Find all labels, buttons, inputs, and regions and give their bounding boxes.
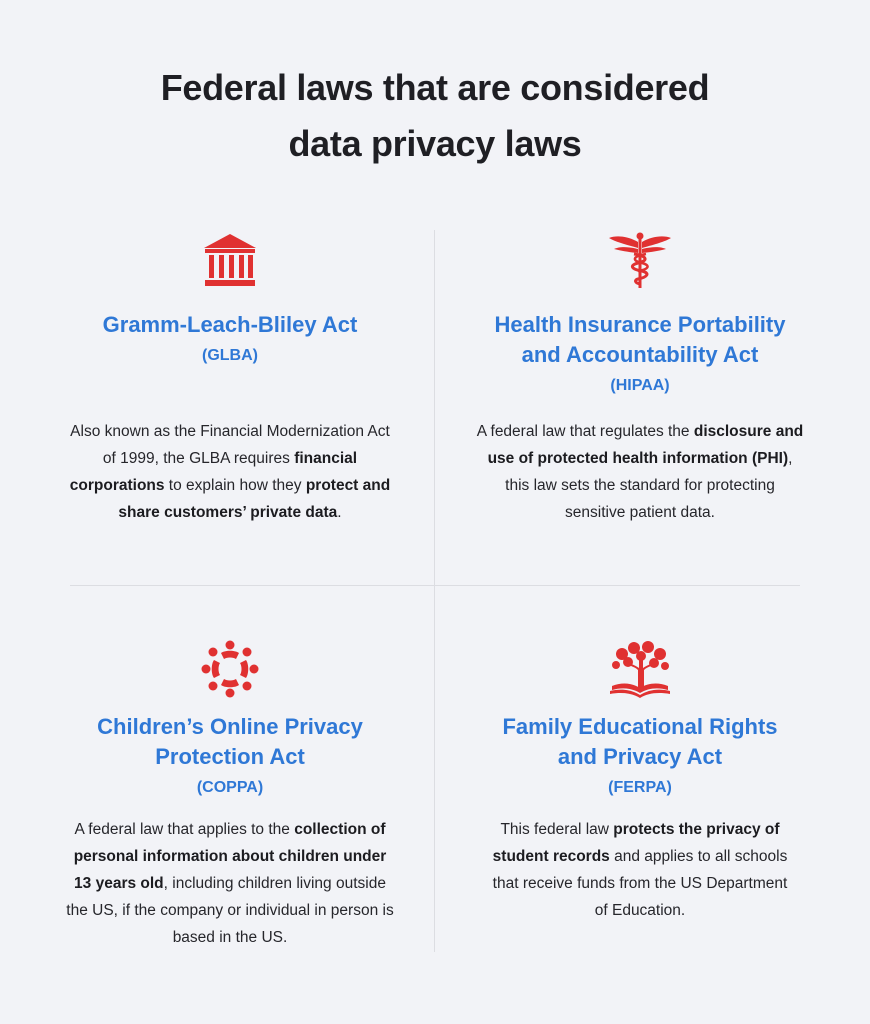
law-name-line-2: and Privacy Act: [557, 744, 723, 769]
law-name: [470, 310, 810, 370]
desc-text: .: [337, 504, 342, 521]
law-abbreviation: (COPPA): [196, 779, 264, 796]
law-name-line-1: Children’s Online Privacy: [97, 714, 363, 739]
law-card-hipaa: [470, 232, 810, 526]
law-description: [470, 816, 810, 924]
law-description: [470, 418, 810, 526]
law-name-line-1: Family Educational Rights: [502, 714, 778, 739]
vertical-divider: [434, 230, 435, 952]
desc-text: A federal law that applies to the: [74, 821, 295, 838]
children-circle-icon: [201, 640, 259, 698]
law-name-line-1: Health Insurance Portability: [494, 312, 786, 337]
law-description: [60, 816, 400, 951]
tree-book-icon: [608, 640, 672, 698]
desc-bold-text: disclosure and use of protected health information (PHI): [487, 423, 804, 467]
law-abbreviation: (FERPA): [608, 779, 672, 796]
desc-text: A federal law that regulates the: [476, 423, 694, 440]
horizontal-divider: [70, 585, 800, 586]
law-card-glba: [60, 232, 400, 526]
law-name: [60, 310, 400, 340]
desc-text: to explain how they: [164, 477, 306, 494]
law-name-line-1: Gramm-Leach-Bliley Act: [102, 312, 358, 337]
page-title-line-1: Federal laws that are considered: [160, 67, 710, 108]
law-name-line-2: Protection Act: [155, 744, 305, 769]
law-card-ferpa: [470, 640, 810, 924]
caduceus-icon: [608, 232, 672, 290]
law-card-coppa: [60, 640, 400, 951]
desc-text: This federal law: [500, 821, 614, 838]
desc-bold-text: financial corporations: [69, 450, 358, 494]
law-description: [60, 418, 400, 526]
law-name-line-2: and Accountability Act: [521, 342, 759, 367]
page-title-line-2: data privacy laws: [288, 123, 582, 164]
law-name: [60, 712, 400, 772]
page-title: [0, 60, 870, 172]
law-abbreviation: (GLBA): [202, 347, 258, 364]
bank-icon: [202, 232, 258, 288]
desc-text: Also known as the Financial Modernization Act of 1999, the GLBA requires: [70, 423, 390, 467]
desc-text: , this law sets the standard for protecting sensitive patient data.: [505, 450, 793, 521]
law-name: [470, 712, 810, 772]
law-abbreviation: (HIPAA): [610, 377, 670, 394]
desc-text: , including children living outside the US, if the company or individual in person is based in the US.: [66, 875, 394, 946]
desc-bold-text: protects the privacy of student records: [492, 821, 780, 865]
desc-text: and applies to all schools that receive funds from the US Department of Education.: [492, 848, 788, 919]
desc-bold-text: collection of personal information about children under 13 years old: [73, 821, 387, 892]
desc-bold-text: protect and share customers’ private data: [118, 477, 391, 521]
